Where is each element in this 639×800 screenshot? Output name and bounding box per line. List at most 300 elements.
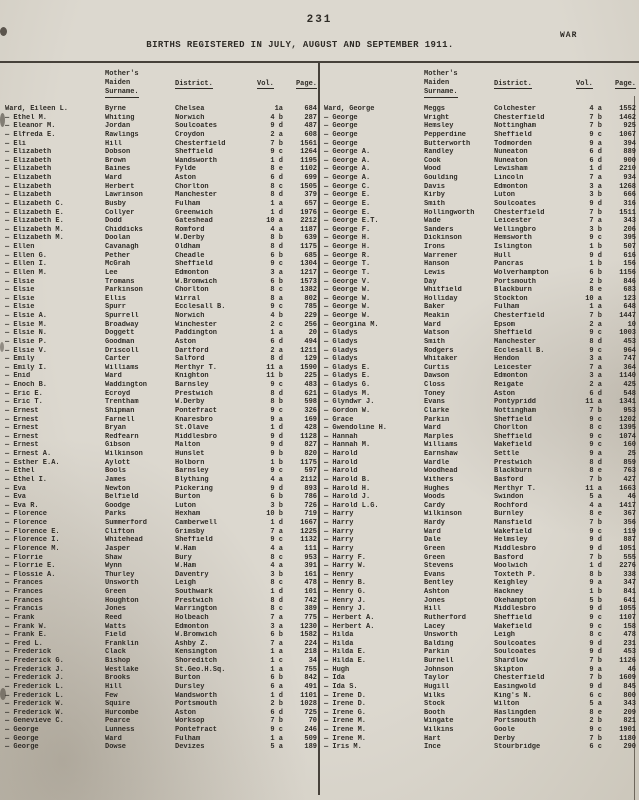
mother-maiden-surname-cell: Ince bbox=[424, 743, 441, 752]
given-name-cell: — Grace bbox=[324, 415, 354, 424]
district-cell: Merthyr T. bbox=[175, 363, 218, 372]
vol-cell: 6 a bbox=[270, 682, 283, 691]
district-cell: Blackburn bbox=[494, 467, 532, 476]
page-cell: 246 bbox=[304, 726, 317, 734]
mother-maiden-surname-cell: Butterworth bbox=[424, 139, 471, 148]
vol-cell: 1 c bbox=[270, 657, 283, 665]
given-name-cell: — George A. bbox=[324, 148, 371, 157]
page-number: 231 bbox=[306, 14, 333, 26]
given-name-cell: — George W. bbox=[324, 303, 371, 312]
given-name-cell: — Irene D. bbox=[324, 691, 367, 700]
page-cell: 1102 bbox=[300, 165, 317, 174]
table-row bbox=[5, 510, 317, 519]
district-cell: Oldham bbox=[175, 243, 201, 251]
page-cell: 964 bbox=[623, 346, 636, 355]
table-row bbox=[5, 726, 317, 735]
district-cell: Hackney bbox=[494, 588, 524, 596]
page-cell: 367 bbox=[623, 510, 636, 519]
district-cell: Southwark bbox=[175, 588, 213, 596]
page-title: BIRTHS REGISTERED IN JULY, AUGUST AND SEPTEMBER 1911. bbox=[146, 40, 454, 50]
vol-cell: 9 c bbox=[589, 613, 602, 622]
vol-cell: 7 a bbox=[270, 639, 283, 648]
mother-maiden-surname-cell: Tromans bbox=[105, 277, 135, 286]
vol-cell: 7 b bbox=[589, 406, 602, 415]
given-name-cell: — Henry bbox=[324, 570, 354, 579]
district-cell: Manchester bbox=[175, 191, 218, 200]
given-name-cell: — Emily bbox=[5, 355, 35, 364]
table-row bbox=[324, 700, 636, 709]
district-cell: Prestwich bbox=[494, 458, 532, 467]
given-name-cell: — Ernest bbox=[5, 406, 39, 415]
table-row bbox=[5, 450, 317, 459]
table-row bbox=[5, 519, 317, 528]
page-cell: 1511 bbox=[619, 208, 636, 217]
given-name-cell: — Henry J. bbox=[324, 605, 367, 614]
vol-cell: 7 b bbox=[589, 657, 602, 665]
given-name-cell: — George bbox=[324, 130, 358, 139]
table-row bbox=[324, 226, 636, 235]
table-row bbox=[5, 467, 317, 476]
mother-maiden-surname-cell: Newton bbox=[105, 484, 131, 493]
mother-maiden-surname-cell: Wilkinson bbox=[424, 510, 462, 519]
mother-maiden-surname-cell: Evans bbox=[424, 570, 446, 579]
district-cell: Hunslet bbox=[175, 450, 205, 458]
table-row bbox=[324, 398, 636, 407]
vol-cell: 9 c bbox=[589, 432, 602, 441]
vol-header: Vol. bbox=[257, 80, 274, 88]
mother-maiden-surname-cell: Baker bbox=[424, 303, 446, 312]
page-cell: 1395 bbox=[619, 424, 636, 433]
vol-cell: 3 b bbox=[589, 225, 602, 234]
mother-maiden-surname-cell: Franklin bbox=[105, 639, 139, 648]
table-row bbox=[324, 157, 636, 166]
table-row bbox=[324, 666, 636, 675]
district-cell: Prestwich bbox=[175, 389, 213, 398]
district-cell: W.Ham bbox=[175, 544, 197, 553]
vol-cell: 8 d bbox=[270, 191, 283, 200]
district-cell: Wakefield bbox=[494, 441, 532, 450]
vol-cell: 2 a bbox=[589, 320, 602, 329]
district-cell: Hexham bbox=[175, 510, 201, 519]
vol-cell: 9 a bbox=[589, 665, 602, 674]
district-cell: Shardlow bbox=[494, 657, 528, 665]
page-cell: 786 bbox=[304, 493, 317, 502]
table-row bbox=[324, 252, 636, 261]
table-row bbox=[5, 260, 317, 269]
given-name-cell: — Elizabeth E. bbox=[5, 217, 64, 226]
mother-maiden-surname-cell: Dodd bbox=[105, 217, 122, 226]
mother-maiden-surname-cell: Field bbox=[105, 631, 127, 640]
district-cell: Norwich bbox=[175, 312, 205, 320]
vol-cell: 4 a bbox=[270, 562, 283, 571]
page-cell: 846 bbox=[623, 277, 636, 286]
page-cell: 953 bbox=[304, 553, 317, 562]
mother-maiden-surname-cell: Wingate bbox=[424, 717, 454, 726]
vol-cell: 9 b bbox=[270, 450, 283, 458]
vol-cell: 2 a bbox=[589, 381, 602, 389]
table-row bbox=[5, 312, 317, 321]
page-cell: 657 bbox=[304, 199, 317, 208]
table-row bbox=[324, 562, 636, 571]
given-name-cell: — Frances bbox=[5, 579, 43, 588]
vol-cell: 7 b bbox=[270, 717, 283, 726]
page-cell: 161 bbox=[304, 570, 317, 579]
vol-cell: 8 d bbox=[589, 458, 602, 467]
mother-maiden-surname-cell: Dowse bbox=[105, 743, 127, 752]
district-cell: Nuneaton bbox=[494, 156, 528, 165]
page-cell: 555 bbox=[623, 553, 636, 562]
vol-cell: 6 b bbox=[270, 277, 283, 286]
given-name-cell: — George W. bbox=[324, 286, 371, 295]
given-name-cell: — George bbox=[5, 734, 39, 743]
given-name-cell: — Irene M. bbox=[324, 726, 367, 734]
given-name-cell: — Gladys E. bbox=[324, 363, 371, 372]
page-cell: 1341 bbox=[619, 398, 636, 407]
page-cell: 845 bbox=[623, 682, 636, 691]
district-cell: Ecclesall B. bbox=[175, 303, 226, 312]
table-row bbox=[324, 735, 636, 744]
given-name-cell: — Elsie bbox=[5, 303, 35, 312]
district-cell: Greenwich bbox=[175, 208, 213, 217]
district-cell: Pontefract bbox=[175, 406, 218, 415]
table-row bbox=[5, 278, 317, 287]
page-cell: 34 bbox=[308, 657, 317, 665]
vol-cell: 9 c bbox=[270, 381, 283, 389]
page-cell: 1417 bbox=[619, 501, 636, 510]
page-cell: 2210 bbox=[619, 165, 636, 174]
mother-maiden-surname-cell: Trentham bbox=[105, 398, 139, 407]
vol-cell: 6 d bbox=[589, 156, 602, 165]
given-name-cell: — George H. bbox=[324, 243, 371, 251]
given-name-cell: — Harry W. bbox=[324, 562, 367, 571]
district-cell: W.Ham bbox=[175, 562, 197, 571]
mother-maiden-surname-cell: Jasper bbox=[105, 544, 131, 553]
page-cell: 509 bbox=[304, 734, 317, 743]
given-name-cell: — Gladys M. bbox=[324, 389, 371, 398]
page-cell: 483 bbox=[304, 381, 317, 389]
table-row bbox=[324, 390, 636, 399]
page-cell: 2112 bbox=[300, 475, 317, 484]
header-maiden: Maiden bbox=[424, 79, 450, 87]
given-name-cell: — Glyndwr J. bbox=[324, 398, 375, 407]
district-cell: Sheffield bbox=[494, 613, 532, 622]
mother-maiden-surname-cell: Hill bbox=[105, 682, 122, 691]
table-row bbox=[324, 493, 636, 502]
vol-cell: 8 d bbox=[270, 355, 283, 364]
vol-cell: 9 d bbox=[270, 441, 283, 450]
page-cell: 123 bbox=[623, 294, 636, 303]
vol-cell: 6 b bbox=[270, 674, 283, 683]
vol-cell: 9 a bbox=[589, 139, 602, 148]
table-row bbox=[5, 131, 317, 140]
mother-maiden-surname-cell: Goodge bbox=[105, 501, 131, 510]
vol-cell: 3 a bbox=[589, 355, 602, 364]
given-name-cell: — Herbert A. bbox=[324, 622, 375, 631]
vol-cell: 8 c bbox=[589, 631, 602, 640]
mother-maiden-surname-cell: Westlake bbox=[105, 665, 139, 674]
district-cell: Wandsworth bbox=[175, 691, 218, 700]
table-row bbox=[324, 459, 636, 468]
given-name-cell: — Harry bbox=[324, 519, 354, 527]
mother-maiden-surname-cell: Whiting bbox=[105, 113, 135, 122]
given-name-cell: — Harold H. bbox=[324, 484, 371, 493]
table-row bbox=[324, 200, 636, 209]
mother-maiden-surname-cell: Driscoll bbox=[105, 346, 139, 355]
page-cell: 256 bbox=[304, 320, 317, 329]
page-cell: 925 bbox=[623, 122, 636, 131]
mother-maiden-surname-cell: Unsworth bbox=[424, 631, 458, 640]
vol-cell: 8 e bbox=[589, 708, 602, 717]
district-cell: Cheadle bbox=[175, 251, 205, 260]
table-row bbox=[5, 657, 317, 666]
district-cell: Easingwold bbox=[494, 682, 537, 691]
table-row bbox=[5, 476, 317, 485]
mother-maiden-surname-cell: Hart bbox=[424, 734, 441, 743]
mother-maiden-surname-cell: Smith bbox=[424, 337, 446, 346]
given-name-cell: — Hilda bbox=[324, 639, 354, 648]
mother-maiden-surname-cell: Chiddicks bbox=[105, 225, 143, 234]
page-cell: 742 bbox=[304, 596, 317, 605]
mother-maiden-surname-cell: Wilkins bbox=[424, 726, 454, 734]
mother-maiden-surname-cell: Watson bbox=[424, 329, 450, 338]
district-cell: Stourbridge bbox=[494, 743, 541, 752]
mother-maiden-surname-cell: Whitaker bbox=[424, 355, 458, 364]
vol-cell: 6 b bbox=[589, 268, 602, 277]
vol-cell: 8 c bbox=[270, 553, 283, 562]
mother-maiden-surname-cell: Lawrinson bbox=[105, 191, 143, 200]
vol-cell: 2 c bbox=[270, 320, 283, 329]
district-cell: Daventry bbox=[175, 570, 209, 579]
mother-maiden-surname-cell: Bools bbox=[105, 467, 127, 476]
page-cell: 25 bbox=[627, 450, 636, 458]
district-cell: Chesterfield bbox=[494, 312, 545, 320]
district-cell: Paddington bbox=[175, 329, 218, 338]
district-cell: Edmonton bbox=[175, 622, 209, 631]
district-cell: Sheffield bbox=[494, 130, 532, 139]
given-name-cell: — Georgina M. bbox=[324, 320, 379, 329]
given-name-cell: — George C. bbox=[324, 182, 371, 191]
table-row bbox=[324, 269, 636, 278]
vol-cell: 4 a bbox=[589, 105, 602, 113]
column-divider bbox=[318, 62, 320, 795]
table-row bbox=[5, 381, 317, 390]
mother-maiden-surname-cell: Wynn bbox=[105, 562, 122, 571]
vol-cell: 10 a bbox=[585, 294, 602, 303]
district-cell: Warrington bbox=[175, 605, 218, 614]
district-cell: Holbeach bbox=[175, 613, 209, 622]
given-name-cell: — Irene D. bbox=[324, 700, 367, 709]
page-cell: 747 bbox=[623, 355, 636, 364]
district-cell: Middlesbro bbox=[494, 605, 537, 614]
given-name-cell: — Elsie A. bbox=[5, 312, 48, 320]
page-cell: 893 bbox=[304, 484, 317, 493]
table-row bbox=[5, 597, 317, 606]
vol-cell: 8 e bbox=[270, 165, 283, 174]
district-cell: Stockton bbox=[494, 294, 528, 303]
table-row bbox=[324, 657, 636, 666]
table-row bbox=[324, 536, 636, 545]
district-cell: Soulcoates bbox=[175, 122, 218, 131]
vol-cell: 8 d bbox=[589, 337, 602, 346]
district-cell: Bury bbox=[175, 553, 192, 562]
table-row bbox=[5, 303, 317, 312]
vol-cell: 9 c bbox=[589, 441, 602, 450]
vol-cell: 7 b bbox=[589, 674, 602, 683]
mother-maiden-surname-cell: Wade bbox=[424, 217, 441, 226]
header-surname: Surname. bbox=[424, 88, 458, 96]
district-cell: Sheffield bbox=[175, 260, 213, 269]
district-cell: Soulcoates bbox=[494, 648, 537, 657]
table-row bbox=[5, 674, 317, 683]
mother-maiden-surname-cell: Hill bbox=[424, 605, 441, 614]
vol-cell: 9 c bbox=[589, 130, 602, 139]
mother-maiden-surname-cell: Houghton bbox=[105, 596, 139, 605]
page-cell: 685 bbox=[304, 251, 317, 260]
given-name-cell: — Frederick J. bbox=[5, 674, 64, 683]
mother-maiden-surname-cell: Woodhead bbox=[424, 467, 458, 476]
vol-cell: 3 b bbox=[270, 501, 283, 510]
mother-maiden-surname-cell: Day bbox=[424, 277, 437, 286]
district-cell: Winchester bbox=[175, 320, 218, 329]
mother-maiden-surname-cell: Goulding bbox=[424, 174, 458, 182]
page-cell: 10 bbox=[627, 320, 636, 329]
given-name-cell: — Ethel I. bbox=[5, 475, 48, 484]
table-row bbox=[324, 554, 636, 563]
vol-cell: 1 d bbox=[270, 691, 283, 700]
vol-cell: 3 a bbox=[589, 182, 602, 191]
mother-maiden-surname-cell: Wright bbox=[424, 113, 450, 122]
mother-maiden-surname-cell: Farnell bbox=[105, 415, 135, 424]
given-name-cell: — Florence bbox=[5, 519, 48, 527]
page-cell: 726 bbox=[304, 501, 317, 510]
page-cell: 428 bbox=[304, 424, 317, 433]
table-row bbox=[5, 243, 317, 252]
mother-maiden-surname-cell: Meggs bbox=[424, 105, 446, 113]
page-cell: 379 bbox=[304, 191, 317, 200]
district-cell: Middlesbro bbox=[175, 432, 218, 441]
district-cell: Derby bbox=[494, 734, 516, 743]
vol-cell: 4 a bbox=[270, 544, 283, 553]
vol-cell: 7 b bbox=[589, 208, 602, 217]
mother-maiden-surname-cell: Smith bbox=[424, 199, 446, 208]
district-cell: Lewisham bbox=[494, 165, 528, 174]
page-cell: 1573 bbox=[300, 277, 317, 286]
district-cell: Blything bbox=[175, 475, 209, 484]
given-name-cell: — George W. bbox=[324, 294, 371, 303]
page-cell: 156 bbox=[623, 260, 636, 269]
given-name-cell: — George E. bbox=[324, 199, 371, 208]
mother-maiden-surname-cell: Thurley bbox=[105, 570, 135, 579]
page-cell: 224 bbox=[304, 639, 317, 648]
vol-cell: 9 a bbox=[270, 415, 283, 424]
table-row bbox=[5, 571, 317, 580]
mother-maiden-surname-cell: Busby bbox=[105, 199, 127, 208]
given-name-cell: — George bbox=[324, 122, 358, 131]
district-cell: Worksop bbox=[175, 717, 205, 726]
table-row bbox=[5, 554, 317, 563]
mother-maiden-surname-header bbox=[424, 70, 494, 98]
district-cell: Leigh bbox=[175, 579, 197, 588]
mother-maiden-surname-cell: Ward bbox=[105, 734, 122, 743]
vol-cell: 9 c bbox=[270, 406, 283, 415]
table-row bbox=[324, 450, 636, 459]
mother-maiden-surname-cell: Lunness bbox=[105, 726, 135, 734]
district-cell: Pickering bbox=[175, 484, 213, 493]
given-name-cell: — Frank bbox=[5, 613, 35, 622]
table-row bbox=[5, 407, 317, 416]
table-row bbox=[324, 278, 636, 287]
vol-cell: 1 d bbox=[270, 519, 283, 527]
given-name-cell: — Ethel bbox=[5, 467, 35, 476]
table-row bbox=[324, 476, 636, 485]
vol-cell: 6 d bbox=[270, 708, 283, 717]
table-row bbox=[5, 441, 317, 450]
vol-cell: 8 d bbox=[270, 389, 283, 398]
district-cell: Wirral bbox=[175, 294, 201, 303]
page-cell: 356 bbox=[623, 519, 636, 527]
vol-cell: 7 a bbox=[270, 527, 283, 536]
table-row bbox=[5, 165, 317, 174]
page-cell: 684 bbox=[304, 105, 317, 113]
table-row bbox=[5, 735, 317, 744]
page-cell: 129 bbox=[304, 355, 317, 364]
district-cell: Soulcoates bbox=[494, 639, 537, 648]
given-name-cell: — Fred L. bbox=[5, 639, 43, 648]
page-cell: 46 bbox=[627, 665, 636, 674]
table-row bbox=[324, 692, 636, 701]
given-name-cell: — George H. bbox=[324, 234, 371, 243]
mother-maiden-surname-cell: Hurcombe bbox=[105, 708, 139, 717]
district-cell: Knaresbro bbox=[175, 415, 213, 424]
page-cell: 934 bbox=[623, 174, 636, 182]
table-row bbox=[5, 424, 317, 433]
table-row bbox=[324, 183, 636, 192]
mother-maiden-surname-header bbox=[105, 70, 175, 98]
given-name-cell: — Florrie bbox=[5, 553, 43, 562]
district-cell: Grimsby bbox=[175, 527, 205, 536]
table-row bbox=[324, 597, 636, 606]
district-cell: Manchester bbox=[494, 337, 537, 346]
table-row bbox=[324, 424, 636, 433]
district-cell: Leicester bbox=[494, 217, 532, 226]
district-cell: Romford bbox=[175, 225, 205, 234]
district-cell: Knighton bbox=[175, 372, 209, 381]
page-cell: 802 bbox=[304, 294, 317, 303]
table-row bbox=[324, 381, 636, 390]
district-cell: Helmsley bbox=[494, 536, 528, 545]
vol-cell: 8 e bbox=[589, 286, 602, 295]
page-cell: 169 bbox=[304, 415, 317, 424]
vol-cell: 1 a bbox=[270, 665, 283, 674]
district-cell: Reigate bbox=[494, 381, 524, 389]
district-cell: Burton bbox=[175, 674, 201, 683]
page-cell: 1055 bbox=[619, 605, 636, 614]
district-cell: Chorlton bbox=[175, 286, 209, 295]
vol-cell: 7 a bbox=[589, 217, 602, 226]
given-name-cell: — George A. bbox=[324, 156, 371, 165]
table-row bbox=[5, 148, 317, 157]
vol-cell: 1 b bbox=[589, 260, 602, 269]
given-name-cell: — Harold B. bbox=[324, 475, 371, 484]
mother-maiden-surname-cell: Waddington bbox=[105, 381, 148, 389]
given-name-cell: — Ernest A. bbox=[5, 450, 52, 458]
given-name-cell: — Eli bbox=[5, 139, 27, 148]
mother-maiden-surname-cell: Balding bbox=[424, 639, 454, 648]
mother-maiden-surname-cell: Whitfield bbox=[424, 286, 462, 295]
district-cell: Nuneaton bbox=[494, 148, 528, 157]
mother-maiden-surname-cell: Dickinson bbox=[424, 234, 462, 243]
table-row bbox=[5, 588, 317, 597]
